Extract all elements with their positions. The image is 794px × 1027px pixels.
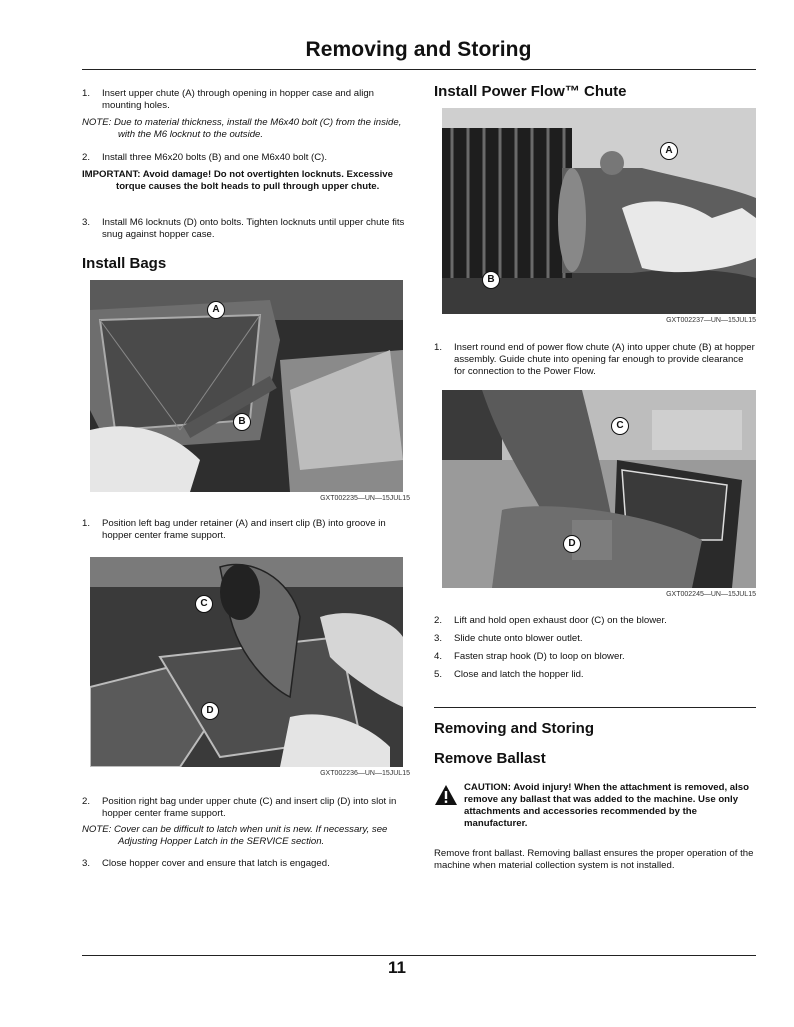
chute-step-4: [434, 651, 756, 663]
important-notice: IMPORTANT: Avoid damage! Do not overtighten locknuts. Excessive torque causes the bolt heads to pull through upper chute.: [82, 169, 393, 192]
chute-step-1: [434, 342, 756, 378]
bag-step-3: [82, 858, 410, 870]
step-number: 3.: [434, 633, 443, 644]
figure-code: GXT002235—UN—15JUL15: [320, 495, 410, 502]
step-number: 3.: [82, 217, 91, 228]
title-rule: [82, 69, 756, 70]
page-number: 11: [388, 958, 406, 977]
step-number: 2.: [434, 615, 443, 626]
step-number: 2.: [82, 152, 91, 163]
figure-blower-outlet: [442, 390, 756, 588]
blower-photo: [442, 390, 756, 588]
step-number: 1.: [434, 342, 443, 353]
bag-step-1: [82, 518, 410, 542]
step-text: Insert round end of power flow chute (A) into upper chute (B) at hopper assembly. Guide chute into opening far enough to provide clearance for connection to the Power Flow.: [454, 342, 755, 377]
figure-power-flow-chute: [442, 108, 756, 314]
step-1: [82, 88, 410, 112]
callout-c: C: [611, 417, 629, 435]
power-flow-chute-heading: Install Power Flow™ Chute: [434, 83, 627, 100]
callout-b: B: [233, 413, 251, 431]
step-text: Close and latch the hopper lid.: [454, 669, 584, 680]
chute-step-5: [434, 669, 756, 681]
step-3: [82, 217, 410, 241]
note-cover-latch: NOTE: Cover can be difficult to latch when unit is new. If necessary, see Adjusting Hopper Latch in the SERVICE section.: [82, 824, 388, 847]
chute-step-3: [434, 633, 756, 645]
figure-code: GXT002245—UN—15JUL15: [666, 591, 756, 598]
callout-a: A: [660, 142, 678, 160]
step-number: 2.: [82, 796, 91, 807]
step-text: Insert upper chute (A) through opening in hopper case and align mounting holes.: [102, 88, 375, 111]
step-number: 5.: [434, 669, 443, 680]
callout-c: C: [195, 595, 213, 613]
figure-code: GXT002237—UN—15JUL15: [666, 317, 756, 324]
step-text: Lift and hold open exhaust door (C) on the blower.: [454, 615, 667, 626]
callout-d: D: [201, 702, 219, 720]
right-bag-photo: [90, 557, 403, 767]
figure-left-bag: [90, 280, 403, 492]
step-number: 1.: [82, 518, 91, 529]
figure-code: GXT002236—UN—15JUL15: [320, 770, 410, 777]
step-text: Position right bag under upper chute (C) and insert clip (D) into slot in hopper center frame support.: [102, 796, 397, 819]
callout-d: D: [563, 535, 581, 553]
step-text: Position left bag under retainer (A) and insert clip (B) into groove in hopper center frame support.: [102, 518, 386, 541]
install-bags-heading: Install Bags: [82, 255, 167, 272]
callout-a: A: [207, 301, 225, 319]
page-title: Removing and Storing: [305, 38, 532, 61]
step-text: Install three M6x20 bolts (B) and one M6x40 bolt (C).: [102, 152, 328, 163]
step-number: 3.: [82, 858, 91, 869]
left-bag-photo: [90, 280, 403, 492]
ballast-text: Remove front ballast. Removing ballast ensures the proper operation of the machine when material collection system is not installed.: [434, 848, 754, 871]
step-2: [82, 152, 410, 164]
step-text: Close hopper cover and ensure that latch is engaged.: [102, 858, 330, 869]
bag-step-2: [82, 796, 410, 820]
note-bolt-orientation: NOTE: Due to material thickness, install the M6x40 bolt (C) from the inside, with the M6 locknut to the outside.: [82, 117, 402, 140]
removing-storing-heading: Removing and Storing: [434, 720, 595, 737]
callout-b: B: [482, 271, 500, 289]
step-number: 1.: [82, 88, 91, 99]
caution-text: CAUTION: Avoid injury! When the attachment is removed, also remove any ballast that was added to the machine. Use only attachments and accessories recommended by the manufacturer.: [464, 782, 750, 829]
section-rule: [434, 707, 756, 708]
step-text: Fasten strap hook (D) to loop on blower.: [454, 651, 625, 662]
step-text: Install M6 locknuts (D) onto bolts. Tighten locknuts until upper chute fits snug against hopper case.: [102, 217, 405, 240]
remove-ballast-heading: Remove Ballast: [434, 750, 546, 767]
footer-rule: [82, 955, 756, 956]
step-text: Slide chute onto blower outlet.: [454, 633, 583, 644]
chute-step-2: [434, 615, 756, 627]
caution-icon: [434, 784, 458, 806]
step-number: 4.: [434, 651, 443, 662]
figure-right-bag: [90, 557, 403, 767]
